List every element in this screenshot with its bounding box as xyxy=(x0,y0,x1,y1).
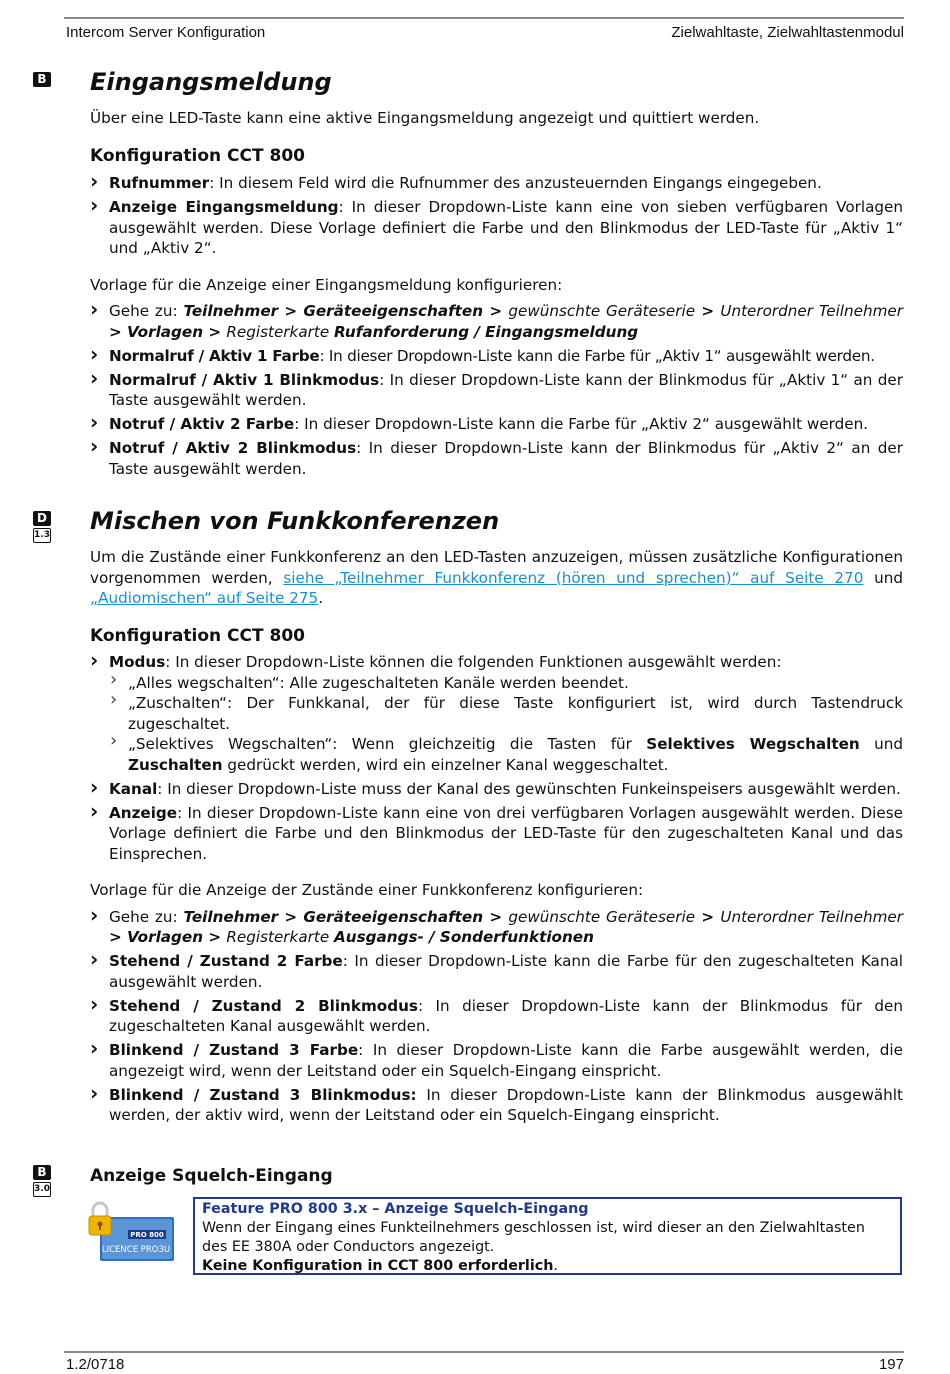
intro-text: Über eine LED-Taste kann eine aktive Eingangsmeldung angezeigt und quittiert werden. xyxy=(90,109,760,127)
link-teilnehmer-funkkonferenz[interactable]: siehe „Teilnehmer Funkkonferenz (hören und sprechen)“ auf Seite 270 xyxy=(283,568,864,587)
section-title-squelch: Anzeige Squelch-Eingang xyxy=(90,1166,333,1186)
page-number: 197 xyxy=(878,1356,904,1373)
list-item: › Rufnummer: In diesem Feld wird die Rufnummer des anzusteuernden Eingangs eingegeben. xyxy=(90,173,903,194)
list-item-modus: › Modus: In dieser Dropdown-Liste können die folgenden Funktionen ausgewählt werden: › „Alles wegschalten“: Alle zugeschalteten Kanäle werden beendet. › „Zuschalten“: Der Funkkanal, der für diese Taste konfiguriert ist, wird durch Tastendruck zugeschaltet. › „Selektives Wegschalten“: Wenn gleichzeitig die Tasten für Selektives Wegschalten und Zuschalten gedrückt werden, wird ein einzelner Kanal weggeschaltet. xyxy=(90,652,903,775)
list-item: › Kanal: In dieser Dropdown-Liste muss der Kanal des gewünschten Funkeinspeisers ausgewählt werden. xyxy=(90,779,903,800)
feature-text: Wenn der Eingang eines Funkteilnehmers geschlossen ist, wird dieser an den Zielwahltasten des EE 380A oder Conductors angezeigt. xyxy=(202,1220,865,1255)
list-item: › Normalruf / Aktiv 1 Blinkmodus: In dieser Dropdown-Liste kann der Blinkmodus für „Aktiv 1“ an der Taste ausgewählt werden. xyxy=(90,370,903,411)
list-item: › Notruf / Aktiv 2 Blinkmodus: In dieser Dropdown-Liste kann der Blinkmodus für „Aktiv 2“ an der Taste ausgewählt werden. xyxy=(90,438,903,479)
list-item: › Anzeige Eingangsmeldung: In dieser Dropdown-Liste kann eine von sieben verfügbaren Vorlagen ausgewählt werden. Diese Vorlage definiert die Farbe und den Blinkmodus der LED-Taste für „Aktiv 1“ und „Aktiv 2“. xyxy=(90,197,903,259)
marker-version: 1.3 xyxy=(33,528,51,543)
list-item: › Anzeige: In dieser Dropdown-Liste kann eine von drei verfügbaren Vorlagen ausgewählt werden. Diese Vorlage definiert die Farbe und den Blinkmodus der LED-Taste für den zugeschalteten Kanal und das Einsprechen. xyxy=(90,803,903,865)
section-title-eingangsmeldung: Eingangsmeldung xyxy=(90,68,332,96)
feature-note: Keine Konfiguration in CCT 800 erforderlich. xyxy=(202,1258,558,1274)
marker-letter: D xyxy=(33,511,51,526)
list-item: › Blinkend / Zustand 3 Blinkmodus: In dieser Dropdown-Liste kann der Blinkmodus ausgewählt werden, der aktiv wird, wenn der Leitstand oder ein Squelch-Eingang einspricht. xyxy=(90,1085,903,1126)
feature-title: Feature PRO 800 3.x – Anzeige Squelch-Eingang xyxy=(202,1201,589,1217)
section-title-funkkonferenzen: Mischen von Funkkonferenzen xyxy=(90,507,500,535)
version-marker-b-3 xyxy=(33,1165,51,1197)
list-item: › Stehend / Zustand 2 Blinkmodus: In dieser Dropdown-Liste kann der Blinkmodus für den zugeschalteten Kanal ausgewählt werden. xyxy=(90,996,903,1037)
vorlage-intro-2: Vorlage für die Anzeige der Zustände einer Funkkonferenz konfigurieren: xyxy=(90,881,644,899)
sub-list-item: › „Selektives Wegschalten“: Wenn gleichzeitig die Tasten für Selektives Wegschalten und Zuschalten gedrückt werden, wird ein einzelner Kanal weggeschaltet. xyxy=(109,734,903,775)
list-item-navigation: › Gehe zu: Teilnehmer > Geräteeigenschaften > gewünschte Geräteserie > Unterordner Teilnehmer > Vorlagen > Registerkarte Rufanforderung / Eingangsmeldung xyxy=(90,301,903,342)
marker-letter: B xyxy=(33,72,51,87)
list-item-navigation: › Gehe zu: Teilnehmer > Geräteeigenschaften > gewünschte Geräteserie > Unterordner Teilnehmer > Vorlagen > Registerkarte Ausgangs- / Sonderfunktionen xyxy=(90,907,903,948)
list-item: › Notruf / Aktiv 2 Farbe: In dieser Dropdown-Liste kann die Farbe für „Aktiv 2“ ausgewählt werden. xyxy=(90,414,903,435)
version-marker-d xyxy=(33,511,51,543)
config-title-1: Konfiguration CCT 800 xyxy=(90,146,305,166)
link-audiomischen[interactable]: „Audiomischen“ auf Seite 275 xyxy=(90,589,319,607)
vorlage-intro-1: Vorlage für die Anzeige einer Eingangsmeldung konfigurieren: xyxy=(90,275,563,294)
marker-letter: B xyxy=(33,1165,51,1180)
sub-list-item: › „Zuschalten“: Der Funkkanal, der für diese Taste konfiguriert ist, wird durch Tastendruck zugeschaltet. xyxy=(109,693,903,734)
list-item: › Blinkend / Zustand 3 Farbe: In dieser Dropdown-Liste kann die Farbe ausgewählt werden, die angezeigt wird, wenn der Leitstand oder ein Squelch-Eingang einspricht. xyxy=(90,1040,903,1081)
feature-box xyxy=(193,1197,902,1275)
header-left: Intercom Server Konfiguration xyxy=(66,24,266,41)
licence-lock-icon xyxy=(88,1200,178,1268)
marker-version: 3.0 xyxy=(33,1182,51,1197)
config-list-2 xyxy=(90,652,903,1129)
icon-line-2: LICENCE PRO3U xyxy=(101,1245,171,1255)
version-marker-b xyxy=(33,72,51,87)
section-funkkonferenzen-intro xyxy=(90,547,903,609)
icon-line-1: PRO 800 xyxy=(130,1231,164,1239)
header-right: Zielwahltaste, Zielwahltastenmodul xyxy=(671,24,904,41)
section-eingangsmeldung-intro xyxy=(90,108,903,129)
header-rule xyxy=(64,17,904,19)
config-list-1 xyxy=(90,173,903,483)
footer-version: 1.2/0718 xyxy=(66,1356,125,1373)
footer-rule xyxy=(64,1351,904,1353)
list-item: › Stehend / Zustand 2 Farbe: In dieser Dropdown-Liste kann die Farbe für den zugeschalteten Kanal ausgewählt werden. xyxy=(90,951,903,992)
intro-text: Um die Zustände einer Funkkonferenz an den LED-Tasten anzuzeigen, müssen zusätzliche Konfigurationen vorgenommen werden, siehe „Teilnehmer Funkkonferenz (hören und sprechen)“ auf Seite 270 und „Audiomischen“ auf Seite 275. xyxy=(90,548,903,607)
list-item: › Normalruf / Aktiv 1 Farbe: In dieser Dropdown-Liste kann die Farbe für „Aktiv 1“ ausgewählt werden. xyxy=(90,346,903,367)
config-title-2: Konfiguration CCT 800 xyxy=(90,626,305,646)
sub-list-item: › „Alles wegschalten“: Alle zugeschalteten Kanäle werden beendet. xyxy=(109,673,903,694)
